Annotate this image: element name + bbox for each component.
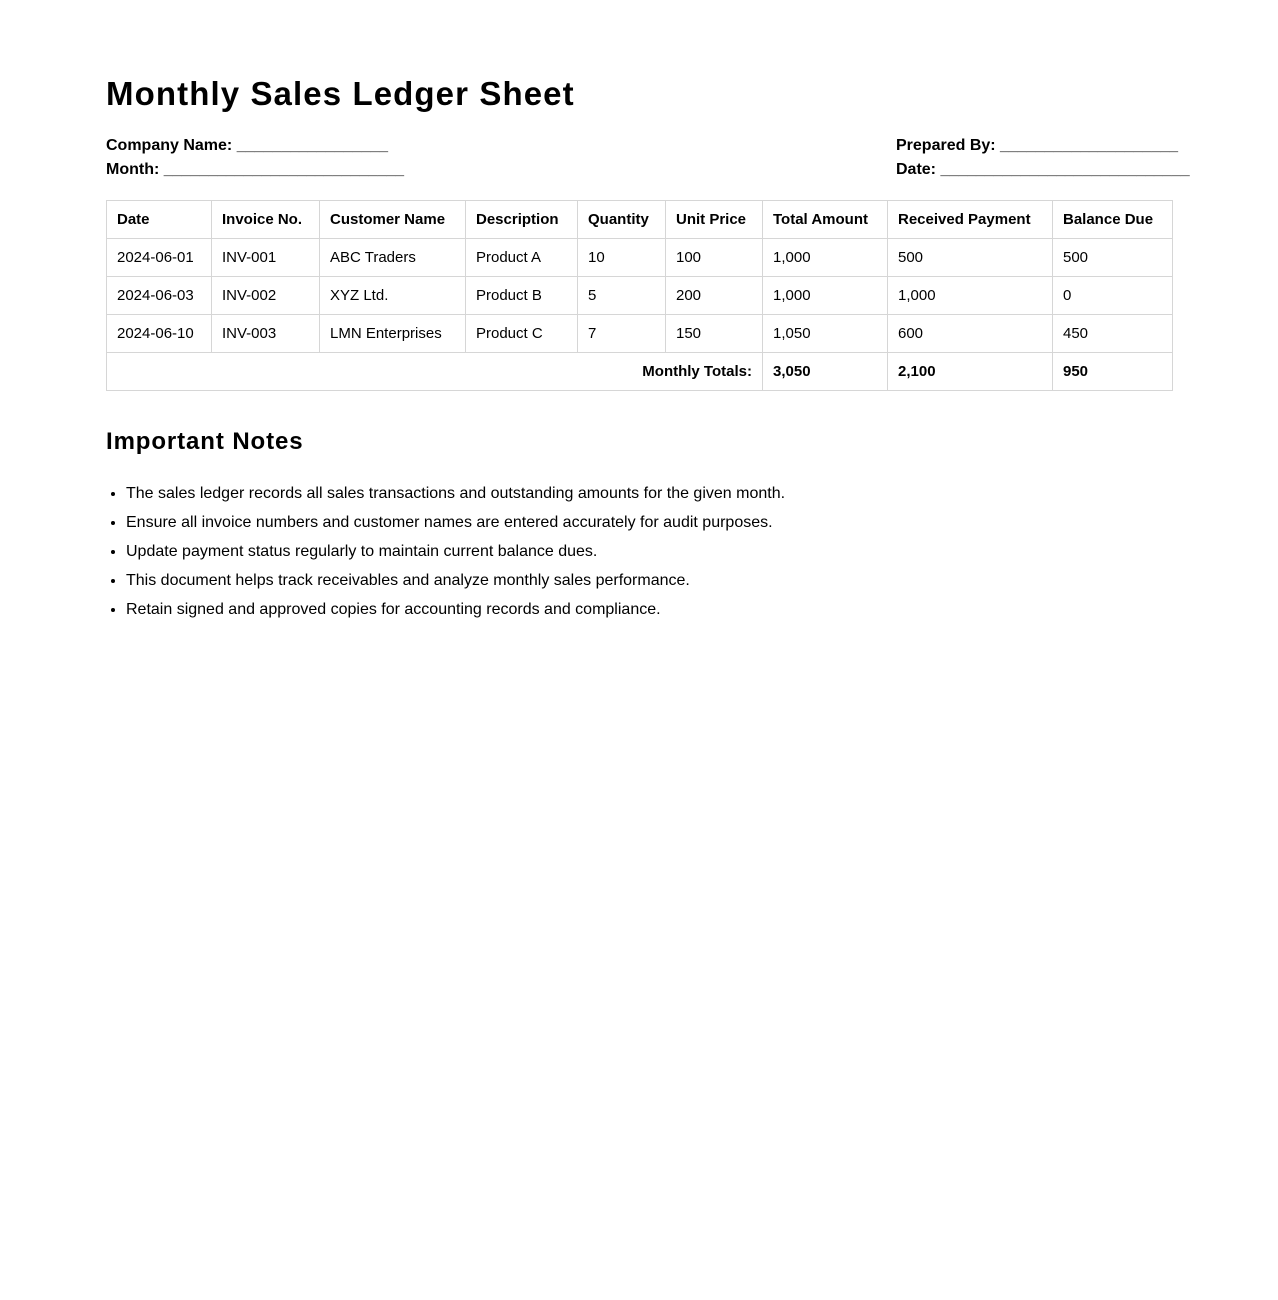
table-cell: 5: [578, 277, 666, 315]
balance-due-sum: 950: [1053, 353, 1173, 391]
table-cell: 500: [888, 239, 1053, 277]
list-item: • Retain signed and approved copies for accounting records and compliance.: [126, 595, 1172, 624]
table-cell: 7: [578, 315, 666, 353]
received-payment-sum: 2,100: [888, 353, 1053, 391]
ledger-document: [106, 0, 1190, 624]
prepared-by-field: Prepared By: ____________________: [896, 137, 1179, 154]
table-cell: Product B: [466, 277, 578, 315]
date-field: Date: ____________________________: [896, 161, 1190, 178]
table-row: [107, 315, 1173, 353]
column-header: Description: [466, 201, 578, 239]
column-header: Total Amount: [763, 201, 888, 239]
table-cell: 1,000: [763, 277, 888, 315]
table-cell: 1,050: [763, 315, 888, 353]
table-cell: 1,000: [763, 239, 888, 277]
company-name-field: Company Name: _________________: [106, 137, 388, 154]
table-row: [107, 239, 1173, 277]
table-cell: Product A: [466, 239, 578, 277]
table-cell: INV-001: [212, 239, 320, 277]
column-header: Balance Due: [1053, 201, 1173, 239]
column-header: Received Payment: [888, 201, 1053, 239]
sales-ledger-table: [106, 200, 1173, 391]
notes-list: [106, 479, 1172, 624]
table-cell: ABC Traders: [320, 239, 466, 277]
document-meta: [106, 134, 1190, 182]
table-cell: INV-003: [212, 315, 320, 353]
table-cell: 0: [1053, 277, 1173, 315]
totals-row: [107, 353, 1173, 391]
table-cell: 500: [1053, 239, 1173, 277]
list-item: • The sales ledger records all sales transactions and outstanding amounts for the given month.: [126, 479, 1172, 508]
table-cell: XYZ Ltd.: [320, 277, 466, 315]
column-header: Unit Price: [666, 201, 763, 239]
month-field: Month: ___________________________: [106, 161, 405, 178]
column-header: Invoice No.: [212, 201, 320, 239]
table-row: [107, 277, 1173, 315]
list-item: • Update payment status regularly to maintain current balance dues.: [126, 537, 1172, 566]
totals-label: Monthly Totals:: [107, 353, 763, 391]
column-header: Date: [107, 201, 212, 239]
table-cell: 450: [1053, 315, 1173, 353]
table-cell: 1,000: [888, 277, 1053, 315]
table-cell: 200: [666, 277, 763, 315]
column-header: Customer Name: [320, 201, 466, 239]
table-cell: Product C: [466, 315, 578, 353]
page-title: Monthly Sales Ledger Sheet: [106, 75, 575, 112]
meta-left: [106, 134, 404, 182]
table-cell: 2024-06-03: [107, 277, 212, 315]
list-item: • Ensure all invoice numbers and customer names are entered accurately for audit purposes.: [126, 508, 1172, 537]
column-header: Quantity: [578, 201, 666, 239]
table-cell: LMN Enterprises: [320, 315, 466, 353]
meta-right: [896, 134, 1190, 182]
total-amount-sum: 3,050: [763, 353, 888, 391]
table-cell: 600: [888, 315, 1053, 353]
notes-heading: Important Notes: [106, 428, 304, 455]
table-cell: 150: [666, 315, 763, 353]
table-cell: 10: [578, 239, 666, 277]
table-cell: 100: [666, 239, 763, 277]
list-item: • This document helps track receivables and analyze monthly sales performance.: [126, 566, 1172, 595]
table-cell: 2024-06-10: [107, 315, 212, 353]
table-cell: INV-002: [212, 277, 320, 315]
table-header-row: [107, 201, 1173, 239]
table-cell: 2024-06-01: [107, 239, 212, 277]
